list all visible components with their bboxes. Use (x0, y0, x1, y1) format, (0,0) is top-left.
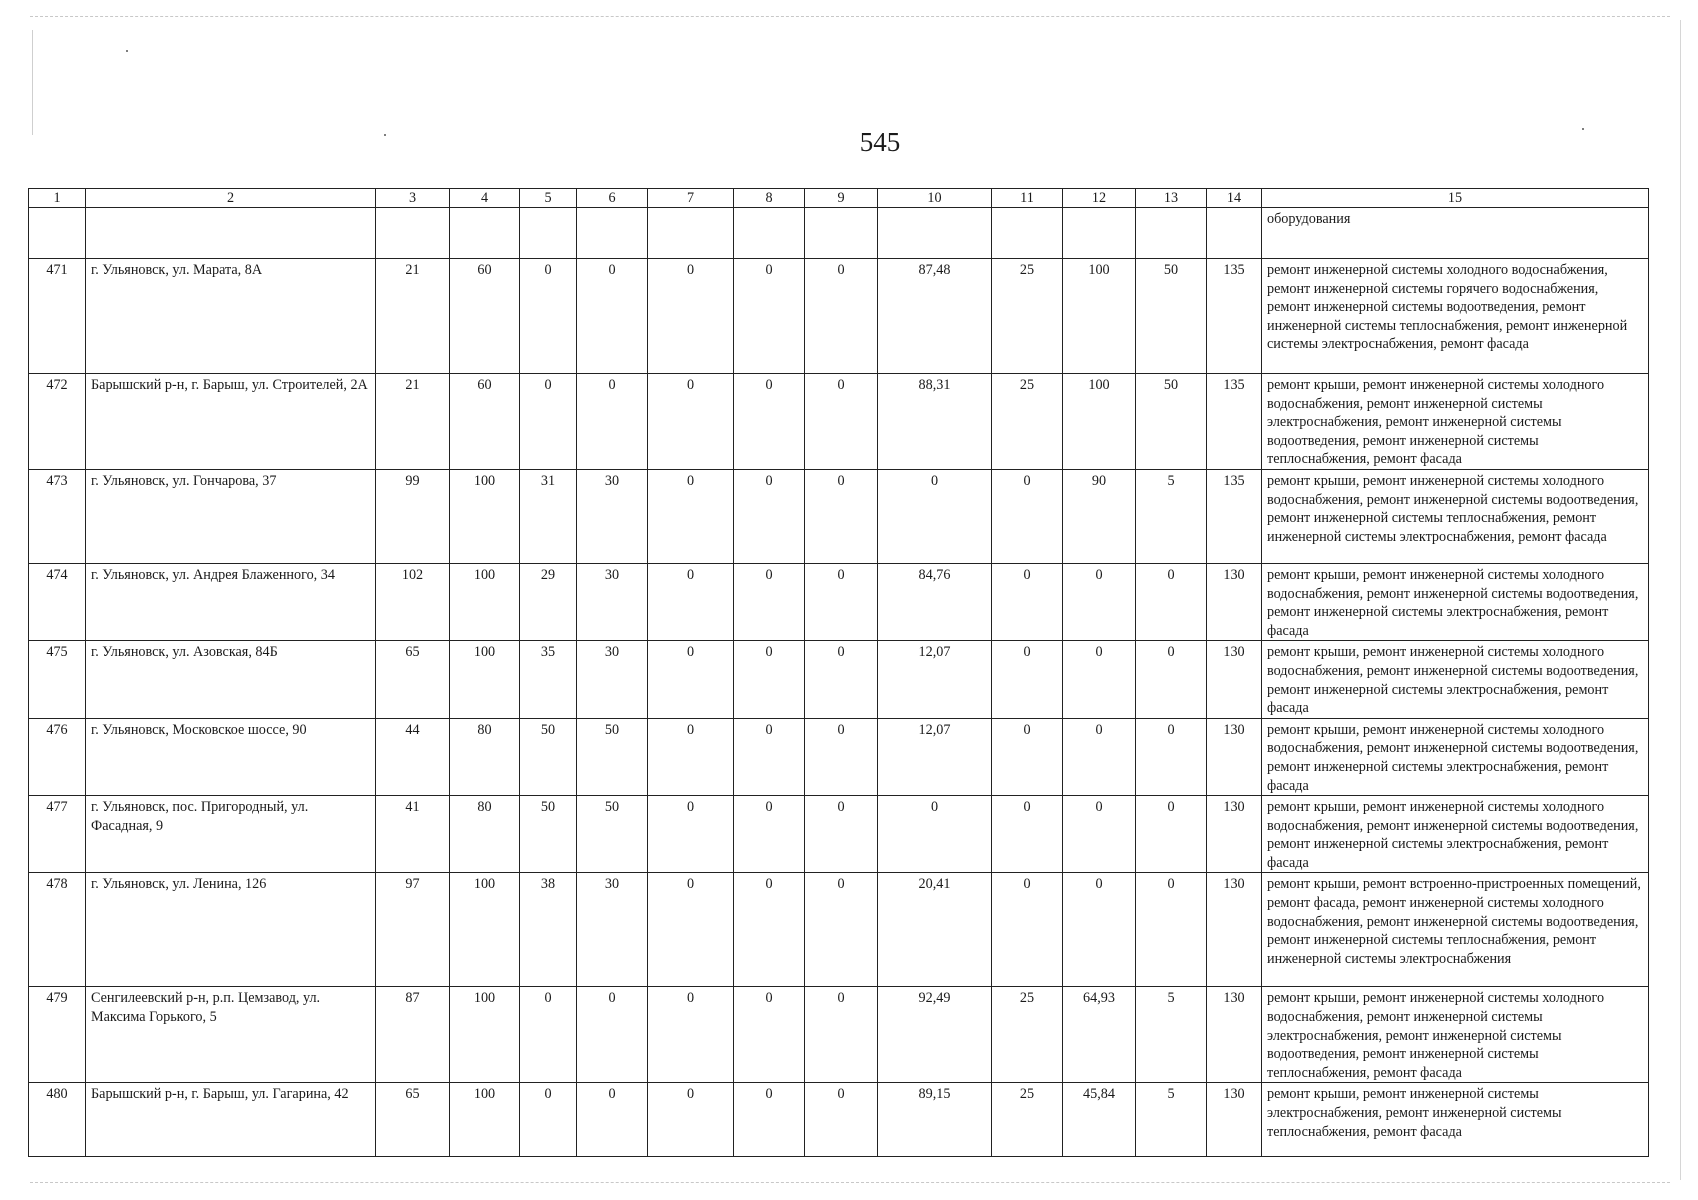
column-number-row (29, 189, 1649, 208)
address-cell: Барышский р-н, г. Барыш, ул. Строителей, 2А (86, 374, 376, 470)
table-row (29, 259, 1649, 374)
value-col-10: 84,76 (878, 563, 992, 640)
column-header: 1 (29, 189, 86, 208)
row-number: 477 (29, 796, 86, 873)
column-header: 4 (450, 189, 520, 208)
value-col-11: 0 (992, 796, 1063, 873)
value-col-14: 130 (1207, 987, 1262, 1083)
address-cell: г. Ульяновск, Московское шоссе, 90 (86, 718, 376, 795)
value-col-3: 21 (376, 374, 450, 470)
value-col-13: 5 (1136, 1083, 1207, 1157)
value-col-13: 0 (1136, 563, 1207, 640)
value-col-4: 100 (450, 563, 520, 640)
value-col-6: 0 (577, 987, 648, 1083)
value-col-11: 25 (992, 1083, 1063, 1157)
works-cell: ремонт крыши, ремонт встроенно-пристроенных помещений, ремонт фасада, ремонт инженерной системы холодного водоснабжения, ремонт инженерной системы водоотведения, ремонт инженерной системы теплоснабжения, ремонт инженерной системы электроснабжения (1262, 873, 1649, 987)
row-number: 479 (29, 987, 86, 1083)
row-number: 474 (29, 563, 86, 640)
row-number: 471 (29, 259, 86, 374)
column-header: 9 (805, 189, 878, 208)
column-header: 13 (1136, 189, 1207, 208)
value-col-13: 5 (1136, 469, 1207, 563)
value-col-12: 90 (1063, 469, 1136, 563)
value-col-14: 130 (1207, 563, 1262, 640)
address-cell: Барышский р-н, г. Барыш, ул. Гагарина, 42 (86, 1083, 376, 1157)
value-col-7: 0 (648, 374, 734, 470)
value-col-14: 130 (1207, 1083, 1262, 1157)
value-col-10: 20,41 (878, 873, 992, 987)
address-cell: г. Ульяновск, ул. Марата, 8А (86, 259, 376, 374)
value-col-5: 35 (520, 641, 577, 718)
value-col-8: 0 (734, 469, 805, 563)
value-col-7: 0 (648, 987, 734, 1083)
value-col-10: 87,48 (878, 259, 992, 374)
value-col-8: 0 (734, 641, 805, 718)
value-col-9: 0 (805, 718, 878, 795)
value-col-7: 0 (648, 469, 734, 563)
value-col-3: 44 (376, 718, 450, 795)
value-col-6: 30 (577, 469, 648, 563)
value-col-11: 0 (992, 873, 1063, 987)
value-col-6: 50 (577, 796, 648, 873)
value-col-12: 100 (1063, 374, 1136, 470)
value-col-6: 50 (577, 718, 648, 795)
value-col-10: 0 (878, 796, 992, 873)
scan-edge-right (1680, 20, 1681, 1180)
value-col-9: 0 (805, 563, 878, 640)
value-col-5: 0 (520, 259, 577, 374)
value-col-6: 0 (577, 374, 648, 470)
works-cell: ремонт крыши, ремонт инженерной системы холодного водоснабжения, ремонт инженерной системы водоотведения, ремонт инженерной системы теплоснабжения, ремонт инженерной системы электроснабжения, ремонт фасада (1262, 469, 1649, 563)
value-col-12: 0 (1063, 641, 1136, 718)
value-col-9: 0 (805, 1083, 878, 1157)
value-col-4: 80 (450, 718, 520, 795)
table-row (29, 1083, 1649, 1157)
value-col-14: 130 (1207, 873, 1262, 987)
value-col-3: 21 (376, 259, 450, 374)
table-row (29, 796, 1649, 873)
value-col-12: 64,93 (1063, 987, 1136, 1083)
value-col-7: 0 (648, 641, 734, 718)
page-number: 545 (859, 127, 901, 157)
value-col-9: 0 (805, 469, 878, 563)
value-col-8: 0 (734, 563, 805, 640)
address-cell: г. Ульяновск, ул. Гончарова, 37 (86, 469, 376, 563)
column-header: 15 (1262, 189, 1649, 208)
column-header: 5 (520, 189, 577, 208)
value-col-3: 102 (376, 563, 450, 640)
value-col-9: 0 (805, 987, 878, 1083)
value-col-6: 30 (577, 641, 648, 718)
value-col-7: 0 (648, 1083, 734, 1157)
value-col-6: 0 (577, 1083, 648, 1157)
table-row (29, 718, 1649, 795)
address-cell: Сенгилеевский р-н, р.п. Цемзавод, ул. Максима Горького, 5 (86, 987, 376, 1083)
value-col-3: 65 (376, 1083, 450, 1157)
value-col-4: 60 (450, 374, 520, 470)
value-col-3: 99 (376, 469, 450, 563)
address-cell: г. Ульяновск, ул. Ленина, 126 (86, 873, 376, 987)
value-col-13: 0 (1136, 641, 1207, 718)
scan-edge-top (30, 16, 1670, 17)
scan-edge-bottom (30, 1182, 1670, 1183)
value-col-11: 0 (992, 469, 1063, 563)
works-cell: ремонт крыши, ремонт инженерной системы холодного водоснабжения, ремонт инженерной системы электроснабжения, ремонт инженерной системы водоотведения, ремонт инженерной системы теплоснабжения, ремонт фасада (1262, 987, 1649, 1083)
value-col-12: 0 (1063, 718, 1136, 795)
row-number: 472 (29, 374, 86, 470)
address-cell: г. Ульяновск, пос. Пригородный, ул. Фасадная, 9 (86, 796, 376, 873)
column-header: 14 (1207, 189, 1262, 208)
value-col-4: 100 (450, 873, 520, 987)
works-cell: ремонт крыши, ремонт инженерной системы холодного водоснабжения, ремонт инженерной системы водоотведения, ремонт инженерной системы электроснабжения, ремонт фасада (1262, 641, 1649, 718)
scan-speck (126, 50, 128, 52)
value-col-14: 135 (1207, 469, 1262, 563)
column-header: 12 (1063, 189, 1136, 208)
value-col-6: 0 (577, 259, 648, 374)
value-col-6: 30 (577, 873, 648, 987)
value-col-5: 31 (520, 469, 577, 563)
value-col-12: 45,84 (1063, 1083, 1136, 1157)
works-cell: ремонт крыши, ремонт инженерной системы холодного водоснабжения, ремонт инженерной системы водоотведения, ремонт инженерной системы электроснабжения, ремонт фасада (1262, 563, 1649, 640)
value-col-9: 0 (805, 259, 878, 374)
column-header: 7 (648, 189, 734, 208)
value-col-5: 29 (520, 563, 577, 640)
value-col-9: 0 (805, 796, 878, 873)
works-cell: ремонт крыши, ремонт инженерной системы электроснабжения, ремонт инженерной системы теплоснабжения, ремонт фасада (1262, 1083, 1649, 1157)
value-col-13: 0 (1136, 796, 1207, 873)
value-col-5: 50 (520, 718, 577, 795)
value-col-5: 0 (520, 1083, 577, 1157)
value-col-14: 135 (1207, 374, 1262, 470)
value-col-11: 25 (992, 987, 1063, 1083)
value-col-3: 97 (376, 873, 450, 987)
value-col-5: 0 (520, 987, 577, 1083)
works-cell: ремонт крыши, ремонт инженерной системы холодного водоснабжения, ремонт инженерной системы электроснабжения, ремонт инженерной системы водоотведения, ремонт инженерной системы теплоснабжения, ремонт фасада (1262, 374, 1649, 470)
value-col-4: 60 (450, 259, 520, 374)
value-col-12: 0 (1063, 873, 1136, 987)
value-col-11: 0 (992, 563, 1063, 640)
value-col-13: 50 (1136, 259, 1207, 374)
value-col-14: 130 (1207, 796, 1262, 873)
value-col-9: 0 (805, 873, 878, 987)
row-number: 478 (29, 873, 86, 987)
address-cell: г. Ульяновск, ул. Азовская, 84Б (86, 641, 376, 718)
value-col-12: 100 (1063, 259, 1136, 374)
value-col-11: 25 (992, 374, 1063, 470)
column-header: 3 (376, 189, 450, 208)
works-cell: ремонт крыши, ремонт инженерной системы холодного водоснабжения, ремонт инженерной системы водоотведения, ремонт инженерной системы электроснабжения, ремонт фасада (1262, 796, 1649, 873)
value-col-5: 50 (520, 796, 577, 873)
value-col-3: 65 (376, 641, 450, 718)
value-col-14: 130 (1207, 641, 1262, 718)
value-col-4: 100 (450, 469, 520, 563)
value-col-3: 41 (376, 796, 450, 873)
row-number: 476 (29, 718, 86, 795)
value-col-4: 80 (450, 796, 520, 873)
table-row (29, 469, 1649, 563)
value-col-10: 89,15 (878, 1083, 992, 1157)
value-col-7: 0 (648, 873, 734, 987)
table-row (29, 374, 1649, 470)
value-col-11: 0 (992, 641, 1063, 718)
continuation-row (29, 208, 1649, 259)
address-cell: г. Ульяновск, ул. Андрея Блаженного, 34 (86, 563, 376, 640)
works-cell: ремонт инженерной системы холодного водоснабжения, ремонт инженерной системы горячего водоснабжения, ремонт инженерной системы водоотведения, ремонт инженерной системы теплоснабжения, ремонт инженерной системы электроснабжения, ремонт фасада (1262, 259, 1649, 374)
value-col-4: 100 (450, 987, 520, 1083)
value-col-10: 12,07 (878, 718, 992, 795)
row-number: 473 (29, 469, 86, 563)
value-col-9: 0 (805, 641, 878, 718)
table-row (29, 873, 1649, 987)
value-col-9: 0 (805, 374, 878, 470)
value-col-8: 0 (734, 718, 805, 795)
value-col-8: 0 (734, 796, 805, 873)
row-number: 480 (29, 1083, 86, 1157)
value-col-13: 50 (1136, 374, 1207, 470)
value-col-4: 100 (450, 641, 520, 718)
value-col-7: 0 (648, 259, 734, 374)
value-col-4: 100 (450, 1083, 520, 1157)
table-row (29, 563, 1649, 640)
value-col-5: 38 (520, 873, 577, 987)
column-header: 10 (878, 189, 992, 208)
column-header: 6 (577, 189, 648, 208)
value-col-11: 0 (992, 718, 1063, 795)
value-col-7: 0 (648, 796, 734, 873)
value-col-10: 92,49 (878, 987, 992, 1083)
row-number: 475 (29, 641, 86, 718)
column-header: 11 (992, 189, 1063, 208)
value-col-14: 130 (1207, 718, 1262, 795)
value-col-11: 25 (992, 259, 1063, 374)
value-col-8: 0 (734, 1083, 805, 1157)
value-col-12: 0 (1063, 563, 1136, 640)
value-col-7: 0 (648, 563, 734, 640)
value-col-14: 135 (1207, 259, 1262, 374)
value-col-7: 0 (648, 718, 734, 795)
table-row (29, 641, 1649, 718)
value-col-3: 87 (376, 987, 450, 1083)
value-col-8: 0 (734, 987, 805, 1083)
value-col-13: 0 (1136, 718, 1207, 795)
value-col-13: 0 (1136, 873, 1207, 987)
value-col-13: 5 (1136, 987, 1207, 1083)
value-col-6: 30 (577, 563, 648, 640)
works-continuation: оборудования (1262, 208, 1649, 259)
value-col-8: 0 (734, 873, 805, 987)
value-col-10: 0 (878, 469, 992, 563)
table-row (29, 987, 1649, 1083)
works-cell: ремонт крыши, ремонт инженерной системы холодного водоснабжения, ремонт инженерной системы водоотведения, ремонт инженерной системы электроснабжения, ремонт фасада (1262, 718, 1649, 795)
value-col-8: 0 (734, 374, 805, 470)
column-header: 2 (86, 189, 376, 208)
column-header: 8 (734, 189, 805, 208)
register-table (28, 188, 1649, 1157)
value-col-10: 88,31 (878, 374, 992, 470)
value-col-10: 12,07 (878, 641, 992, 718)
value-col-8: 0 (734, 259, 805, 374)
scan-edge-left (32, 30, 33, 135)
value-col-5: 0 (520, 374, 577, 470)
value-col-12: 0 (1063, 796, 1136, 873)
